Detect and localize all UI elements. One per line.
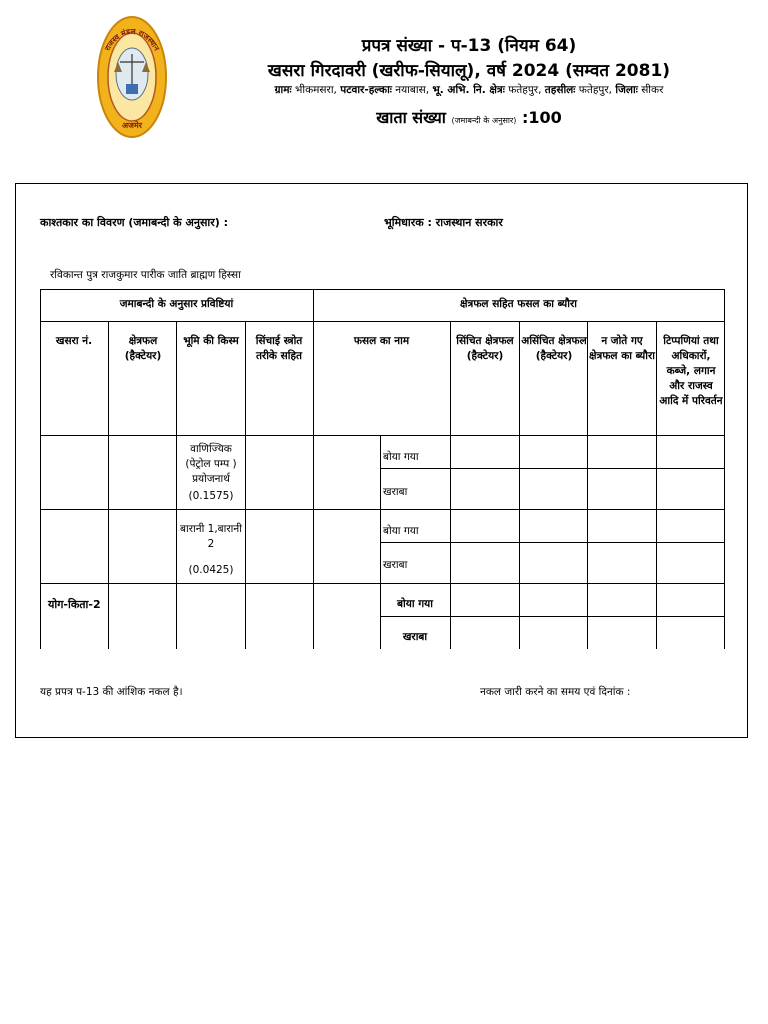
col-header-khasra: खसरा नं. [55, 335, 93, 347]
khata-label: खाता संख्या [376, 108, 446, 127]
total-label: योग-किता-2 [48, 598, 101, 611]
location-line [170, 83, 768, 97]
landholder-label: भूमिधारक : राजस्थान सरकार [384, 216, 503, 229]
total-sown: बोया गया [397, 598, 433, 610]
footer-partial-copy-note: यह प्रपत्र प-13 की आंशिक नकल है। [40, 686, 183, 698]
patwar-label: पटवार-हल्काः [340, 84, 392, 96]
bhu-label: भू. अभि. नि. क्षेत्रः [432, 84, 505, 96]
col-header-uncultivated: न जोते गए क्षेत्रफल का ब्यौरा [589, 335, 655, 362]
tehsil-label: तहसीलः [544, 84, 576, 96]
col-header-land-type: भूमि की किस्म [183, 335, 239, 347]
row2-land-type: बारानी 1,बारानी 2 [180, 523, 242, 550]
col-header-unirrigated-area: असिंचित क्षेत्रफल (हैक्टेयर) [521, 335, 587, 362]
gram-value: भीकमसरा, [294, 84, 337, 96]
col-header-remarks: टिप्पणियां तथा अधिकारों, कब्जे, लगान और राजस्व आदि में परिवर्तन [659, 335, 723, 407]
col-header-irrigated-area: सिंचित क्षेत्रफल (हैक्टेयर) [456, 335, 514, 362]
row1-land-type: वाणिज्यिक (पेट्रोल पम्प ) प्रयोजनार्थ [185, 443, 237, 485]
seal-text-top: राजस्व मंडल राजस्थान [102, 26, 162, 53]
row2-area: (0.0425) [188, 564, 234, 576]
group-header-crop-details: क्षेत्रफल सहित फसल का ब्यौरा [460, 298, 577, 310]
khata-number: :100 [521, 108, 562, 127]
cultivator-name: रविकान्त पुत्र राजकुमार पारीक जाति ब्राह्मण हिस्सा [50, 269, 241, 281]
row1-area: (0.1575) [188, 490, 234, 502]
khata-note: (जमाबन्दी के अनुसार) [451, 116, 517, 125]
total-damaged: खराबा [402, 631, 428, 643]
col-header-irrigation: सिंचाई स्त्रोत तरीके सहित [255, 335, 303, 362]
form-title: प्रपत्र संख्या - प-13 (नियम 64) [361, 36, 577, 56]
bhu-value: फतेहपुर, [508, 84, 542, 96]
gram-label: ग्रामः [274, 84, 292, 96]
form-frame [15, 183, 748, 738]
cultivator-label: काश्तकार का विवरण (जमाबन्दी के अनुसार) : [40, 216, 228, 229]
zila-value: सीकर [641, 84, 664, 96]
col-header-area: क्षेत्रफल (हैक्टेयर) [124, 335, 162, 362]
row1-sown: बोया गया [383, 451, 419, 463]
row2-damaged: खराबा [383, 559, 408, 571]
form-subtitle: खसरा गिरदावरी (खरीफ-सियालू), वर्ष 2024 (सम्वत 2081) [267, 61, 671, 81]
khata-line [170, 106, 768, 128]
footer-copy-issue-time: नकल जारी करने का समय एवं दिनांक : [480, 686, 631, 698]
col-header-crop-name: फसल का नाम [353, 335, 410, 347]
row1-damaged: खराबा [383, 486, 408, 498]
zila-label: जिलाः [615, 84, 638, 96]
row2-sown: बोया गया [383, 525, 419, 537]
patwar-value: नयाबास, [395, 84, 430, 96]
group-header-jamabandi: जमाबन्दी के अनुसार प्रविष्टियां [119, 298, 234, 310]
tehsil-value: फतेहपुर, [578, 84, 613, 96]
seal-text-bottom: अजमेर [121, 121, 143, 130]
rajasthan-revenue-board-seal [96, 14, 168, 140]
